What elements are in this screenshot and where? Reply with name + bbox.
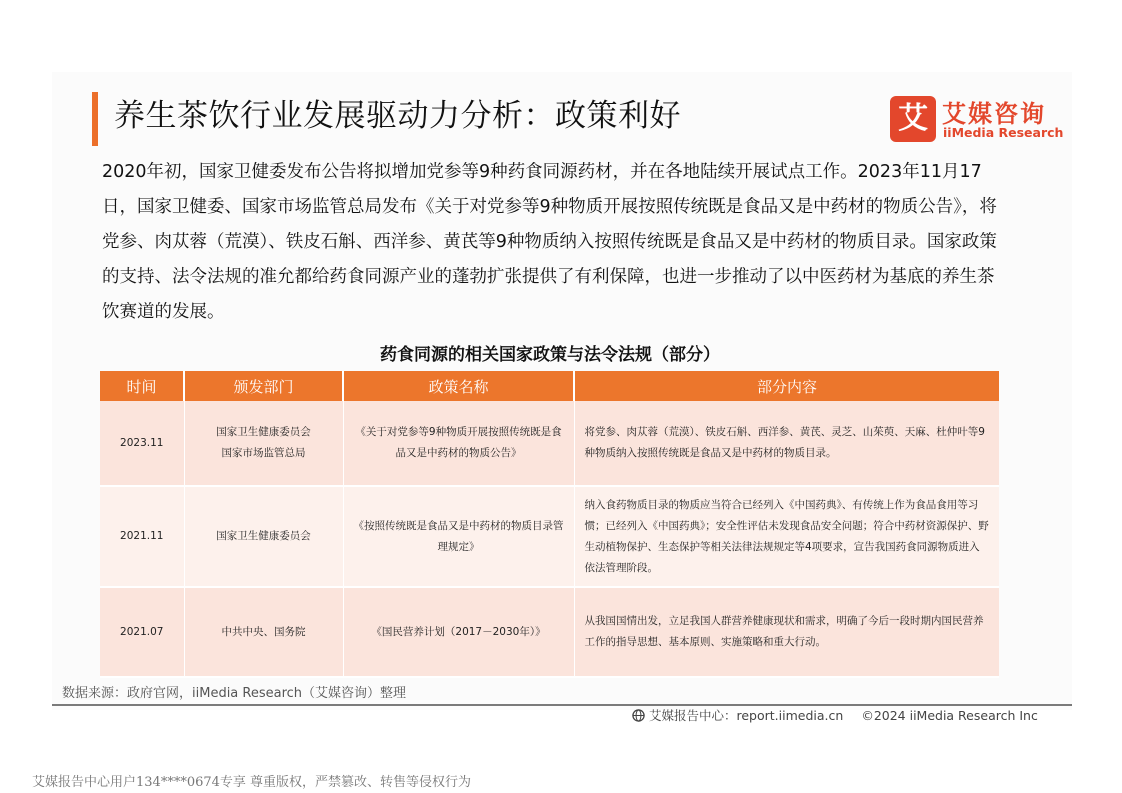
policy-table — [100, 371, 999, 678]
footer-copyright: ©2024 iiMedia Research Inc — [861, 708, 1038, 723]
column-header-policy-name: 政策名称 — [343, 371, 574, 401]
footer — [632, 706, 1038, 724]
table-row — [100, 486, 999, 587]
title-accent-bar — [92, 92, 98, 146]
data-source-note: 数据来源：政府官网，iiMedia Research（艾媒咨询）整理 — [62, 686, 407, 701]
globe-icon — [632, 709, 645, 722]
table-row — [100, 401, 999, 486]
page-title: 养生茶饮行业发展驱动力分析：政策利好 — [114, 98, 681, 134]
cell-content: 从我国国情出发，立足我国人群营养健康现状和需求，明确了今后一段时期内国民营养工作的指导思想、基本原则、实施策略和重大行动。 — [574, 587, 999, 677]
footer-site-link[interactable]: 艾媒报告中心：report.iimedia.cn — [649, 708, 844, 723]
iimedia-logo — [890, 96, 1064, 144]
logo-chinese-name: 艾媒咨询 — [942, 100, 1046, 128]
column-header-content: 部分内容 — [574, 371, 999, 401]
table-title: 药食同源的相关国家政策与法令法规（部分） — [380, 345, 720, 365]
cell-content: 纳入食药物质目录的物质应当符合已经列入《中国药典》、有传统上作为食品食用等习惯；已经列入《中国药典》；安全性评估未发现食品安全问题；符合中药材资源保护、野生动植物保护、生态保护等相关法律法规规定等4项要求，宣告我国药食同源物质进入依法管理阶段。 — [574, 486, 999, 587]
logo-mark-icon: 艾 — [890, 96, 936, 142]
logo-english-name: iiMedia Research — [943, 125, 1064, 140]
cell-time: 2021.07 — [100, 587, 184, 677]
cell-content: 将党参、肉苁蓉（荒漠）、铁皮石斛、西洋参、黄芪、灵芝、山茱萸、天麻、杜仲叶等9种物质纳入按照传统既是食品又是中药材的物质目录。 — [574, 401, 999, 486]
body-paragraph: 2020年初，国家卫健委发布公告将拟增加党参等9种药食同源药材，并在各地陆续开展试点工作。2023年11月17日，国家卫健委、国家市场监管总局发布《关于对党参等9种物质开展按照传统既是食品又是中药材的物质公告》，将党参、肉苁蓉（荒漠）、铁皮石斛、西洋参、黄芪等9种物质纳入按照传统既是食品又是中药材的物质目录。国家政策的支持、法令法规的准允都给药食同源产业的蓬勃扩张提供了有利保障，也进一步推动了以中医药材为基底的养生茶饮赛道的发展。 — [102, 162, 997, 322]
cell-policy-name: 《国民营养计划（2017－2030年）》 — [343, 587, 574, 677]
cell-department: 国家卫生健康委员会 — [184, 486, 343, 587]
cell-time: 2023.11 — [100, 401, 184, 486]
cell-policy-name: 《关于对党参等9种物质开展按照传统既是食品又是中药材的物质公告》 — [343, 401, 574, 486]
cell-department: 国家卫生健康委员会 国家市场监管总局 — [184, 401, 343, 486]
table-row — [100, 587, 999, 677]
cell-policy-name: 《按照传统既是食品又是中药材的物质目录管理规定》 — [343, 486, 574, 587]
table-header-row — [100, 371, 999, 401]
cell-department: 中共中央、国务院 — [184, 587, 343, 677]
watermark-text: 艾媒报告中心用户134****0674专享 尊重版权，严禁篡改、转售等侵权行为 — [32, 775, 472, 790]
cell-time: 2021.11 — [100, 486, 184, 587]
column-header-time: 时间 — [100, 371, 184, 401]
column-header-department: 颁发部门 — [184, 371, 343, 401]
